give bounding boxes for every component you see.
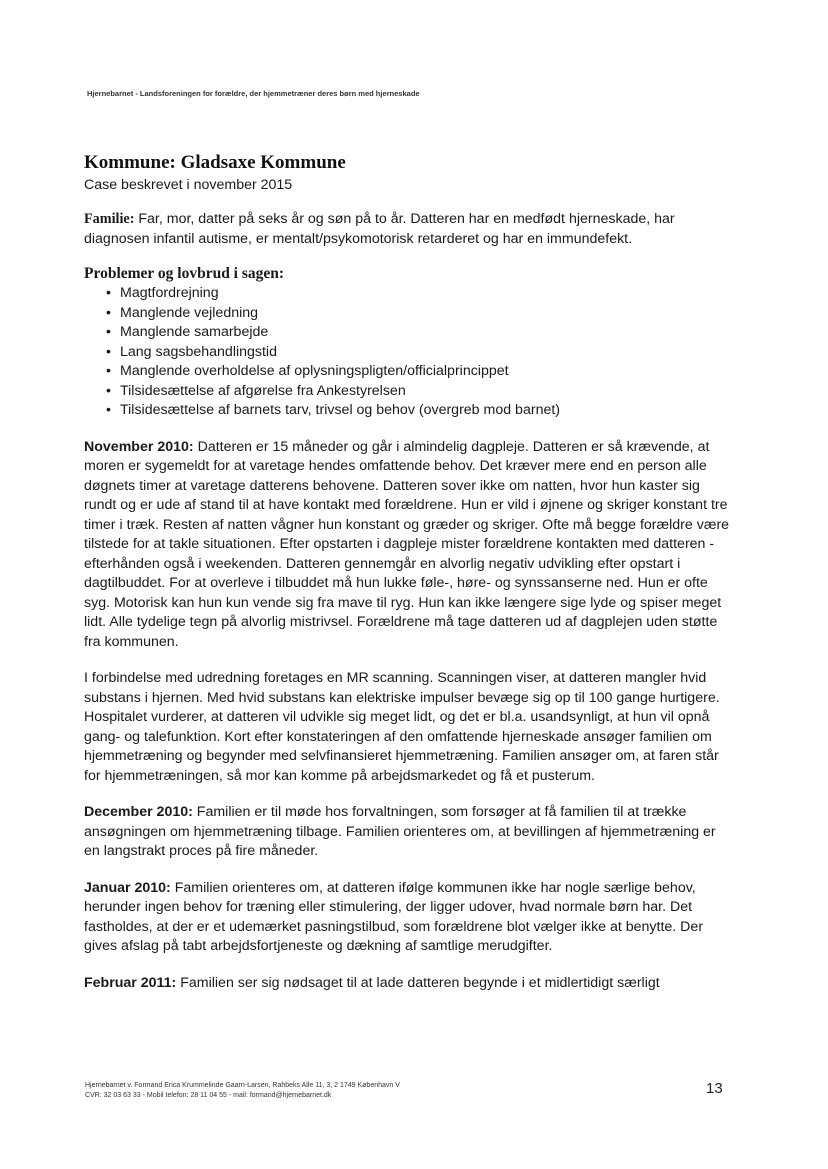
list-item: • Magtfordrejning: [106, 284, 734, 304]
page-footer: [85, 1081, 400, 1101]
timeline-entry-mr-scan: [84, 669, 734, 786]
bullet-icon: •: [106, 382, 111, 399]
timeline-label: November 2010:: [84, 438, 194, 455]
case-date: Case beskrevet i november 2015: [84, 177, 293, 193]
page-number: 13: [706, 1080, 723, 1097]
family-text: Far, mor, datter på seks år og søn på to år. Datteren har en medfødt hjerneskade, har diagnosen infantil autisme, er mentalt/psykomotorisk retarderet og har en immundefekt.: [84, 211, 675, 247]
timeline-label: Februar 2011:: [84, 974, 177, 991]
problems-section: [84, 264, 734, 421]
list-item: • Lang sagsbehandlingstid: [106, 343, 734, 363]
timeline-entry-januar-2010: [84, 879, 734, 957]
timeline-text: I forbindelse med udredning foretages en MR scanning. Scanningen viser, at datteren mangler hvid substans i hjernen. Med hvid substans kan elektriske impulser bevæge sig op til 100 gange hurtigere. Hospitalet vurderer, at datteren vil udvikle sig meget lidt, og det er bl.a. usandsynligt, at hun vil opnå gang- og talefunktion. Kort efter konstateringen af den omfattende hjerneskade ansøger familien om hjemmetræning og begynder med selvfinansieret hjemmetræning. Familien ansøger om, at faren står for hjemmetræningen, så mor kan komme på arbejdsmarkedet og få et pusterum.: [84, 670, 720, 784]
family-label: Familie:: [84, 211, 135, 227]
page-title: Kommune: Gladsaxe Kommune: [84, 152, 346, 173]
bullet-icon: •: [106, 285, 111, 301]
timeline-text: Familien ser sig nødsaget til at lade datteren begynde i et midlertidigt særligt: [176, 974, 660, 991]
footer-address: Hjernebarnet v. Formand Erica Krummelinde Gaarn-Larsen, Rahbeks Alle 11, 3, 2 1749 København V: [85, 1082, 400, 1089]
list-item: • Manglende vejledning: [106, 304, 734, 324]
document-body: [84, 152, 734, 993]
bullet-icon: •: [106, 402, 111, 418]
timeline-label: December 2010:: [84, 804, 193, 820]
bullet-icon: •: [106, 363, 111, 379]
timeline-entry-februar-2011: [84, 974, 734, 994]
timeline-label: Januar 2010:: [84, 879, 171, 896]
page-header: Hjernebarnet - Landsforeningen for forældre, der hjemmetræner deres børn med hjerneskade: [87, 89, 420, 98]
list-item: • Tilsidesættelse af barnets tarv, trivsel og behov (overgreb mod barnet): [106, 401, 734, 421]
timeline-entry-december-2010: [84, 803, 734, 862]
timeline-text: Familien er til møde hos forvaltningen, som forsøger at få familien til at trække ansøgningen om hjemmetræning tilbage. Familien orienteres om, at bevillingen af hjemmetræning er en langstrakt proces på fire måneder.: [84, 804, 716, 859]
family-paragraph: [84, 210, 734, 249]
list-item: • Manglende overholdelse af oplysningspligten/officialprincippet: [106, 362, 734, 382]
problems-heading: Problemer og lovbrud i sagen:: [84, 265, 285, 282]
timeline-text: Familien orienteres om, at datteren ifølge kommunen ikke har nogle særlige behov, herunder ingen behov for træning eller stimulering, der ligger udover, hvad normale børn har. Det fastholdes, at der er et udemærket pasningstilbud, som forældrene blot vælger ikke at benytte. Der gives afslag på tabt arbejdsfortjeneste og dækning af samtlige merudgifter.: [84, 879, 704, 954]
timeline-text: Datteren er 15 måneder og går i almindelig dagpleje. Datteren er så krævende, at moren er sygemeldt for at varetage hendes omfattende behov. Det kræver mere end en person alle døgnets timer at varetage datterens behovene. Datteren sover ikke om natten, hvor hun kaster sig rundt og er ude af stand til at have kontakt med forældrene. Hun er vild i øjnene og skriger konstant tre timer i træk. Resten af natten vågner hun konstant og græder og skriger. Ofte må begge forældre være tilstede for at takle situationen. Efter opstarten i dagpleje mister forældrene kontakten med datteren - efterhånden også i weekenden. Datteren gennemgår en alvorlig negativ udvikling efter opstart i dagtilbuddet. For at overleve i tilbuddet må hun lukke føle-, høre- og synssanserne ned. Hun er ofte syg. Motorisk kan hun kun vende sig fra mave til ryg. Hun kan ikke længere sige lyde og spiser meget lidt. Alle tydelige tegn på alvorlig mistrivsel. Forældrene må tage datteren ud af dagplejen uden støtte fra kommunen.: [84, 438, 730, 650]
bullet-icon: •: [106, 304, 111, 321]
bullet-icon: •: [106, 324, 111, 340]
problems-list: [84, 284, 734, 421]
list-item: • Tilsidesættelse af afgørelse fra Ankestyrelsen: [106, 382, 734, 402]
bullet-icon: •: [106, 343, 111, 360]
footer-contact: CVR: 32 03 63 33 - Mobil telefon: 28 11 04 55 - mail: formand@hjernebarnet.dk: [85, 1092, 332, 1099]
timeline-entry-november-2010: [84, 438, 734, 653]
list-item: • Manglende samarbejde: [106, 323, 734, 343]
